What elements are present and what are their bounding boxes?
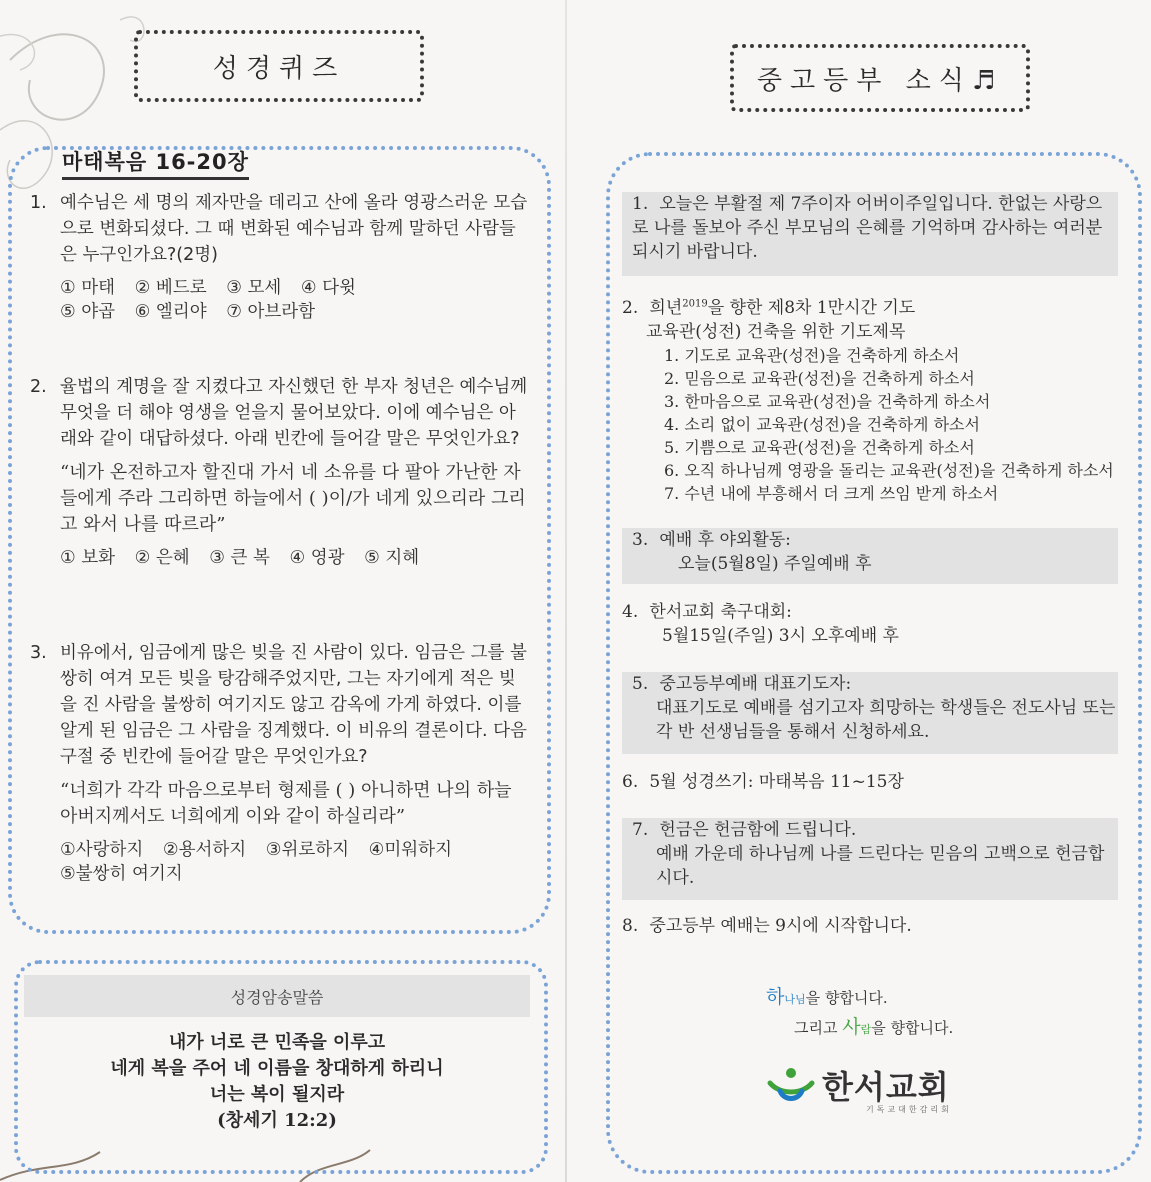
option: ④미워하지 — [368, 840, 452, 860]
news-number: 3. — [632, 530, 649, 550]
news-detail: 오늘(5월8일) 주일예배 후 — [678, 554, 872, 574]
memory-reference: (창세기 12:2) — [217, 1110, 337, 1131]
slogan-small: 나님 — [784, 993, 806, 1006]
news-number: 4. — [622, 602, 639, 622]
slogan-rest: 을 향합니다. — [871, 1019, 954, 1037]
news-number: 1. — [632, 194, 649, 214]
slogan-pre: 그리고 — [794, 1019, 843, 1037]
church-logo — [766, 1062, 950, 1108]
question-options — [60, 546, 530, 570]
prayer-item: 1. 기도로 교육관(성전)을 건축하게 하소서 — [664, 345, 960, 365]
quiz-title: 성경퀴즈 — [134, 30, 424, 102]
option: ⑥ 엘리야 — [134, 302, 207, 322]
news-heading: 헌금은 헌금함에 드립니다. — [659, 820, 857, 840]
option: ② 베드로 — [134, 278, 207, 298]
news-item-4 — [622, 600, 1118, 648]
prayer-item: 3. 한마음으로 교육관(성전)을 건축하게 하소서 — [664, 391, 991, 411]
question-number: 1. — [30, 193, 47, 213]
quiz-question-3 — [30, 640, 530, 886]
news-title: 중고등부 소식♬ — [730, 44, 1030, 112]
slogan-rest: 을 향합니다. — [805, 989, 888, 1007]
question-options — [60, 276, 530, 324]
news-item-7 — [622, 818, 1118, 900]
prayer-item: 5. 기쁨으로 교육관(성전)을 건축하게 하소서 — [664, 437, 975, 457]
news-text: 오늘은 부활절 제 7주이자 어버이주일입니다. 한없는 사랑으로 나를 돌보아 주신 부모님의 은혜를 기억하며 감사하는 여러분 되시기 바랍니다. — [632, 194, 1103, 262]
question-text: 예수님은 세 명의 제자만을 데리고 산에 올라 영광스러운 모습으로 변화되셨다. 그 때 변화된 예수님과 함께 말하던 사람들은 누구인가요?(2명) — [60, 193, 528, 265]
news-heading: 중고등부예배 대표기도자: — [659, 674, 852, 694]
news-detail: 5월15일(주일) 3시 오후예배 후 — [662, 626, 899, 646]
memory-line: 내가 너로 큰 민족을 이루고 — [168, 1032, 386, 1053]
news-number: 5. — [632, 674, 649, 694]
option: ③ 큰 복 — [209, 548, 270, 568]
option: ③ 모세 — [226, 278, 282, 298]
question-options — [60, 838, 530, 886]
news-text: 중고등부 예배는 9시에 시작합니다. — [649, 916, 912, 936]
news-number: 7. — [632, 820, 649, 840]
news-heading-sup: 2019 — [682, 298, 708, 309]
news-heading — [649, 298, 915, 318]
church-logo-icon — [766, 1065, 816, 1105]
option: ⑤불쌍히 여기지 — [60, 864, 183, 884]
slogan-line-2 — [794, 1012, 953, 1039]
prayer-item: 2. 믿음으로 교육관(성전)을 건축하게 하소서 — [664, 368, 975, 388]
news-number: 8. — [622, 916, 639, 936]
option: ④ 영광 — [289, 548, 345, 568]
option: ②용서하지 — [162, 840, 247, 860]
option: ① 보화 — [60, 548, 116, 568]
question-quote: “너희가 각각 마음으로부터 형제를 ( ) 아니하면 나의 하늘 아버지께서도 너희에게 이와 같이 하실리라” — [60, 780, 512, 827]
memory-verse-text — [24, 1030, 530, 1134]
slogan-small: 람 — [860, 1023, 872, 1036]
news-item-3 — [622, 528, 1118, 584]
question-text: 율법의 계명을 잘 지켰다고 자신했던 한 부자 청년은 예수님께 무엇을 더 해야 영생을 얻을지 물어보았다. 이에 예수님은 아래와 같이 대답하셨다. 아래 빈칸에 들어갈 말은 무엇인가요? — [60, 377, 528, 449]
question-number: 2. — [30, 377, 47, 397]
quiz-question-2 — [30, 374, 530, 570]
news-item-2 — [622, 292, 1118, 505]
memory-line: 너는 복이 될지라 — [209, 1084, 345, 1105]
option: ③위로하지 — [265, 840, 350, 860]
news-heading: 한서교회 축구대회: — [649, 602, 792, 622]
news-detail: 예배 가운데 하나님께 나를 드린다는 믿음의 고백으로 헌금합시다. — [656, 844, 1105, 888]
prayer-item: 6. 오직 하나님께 영광을 돌리는 교육관(성전)을 건축하게 하소서 — [664, 460, 1114, 480]
question-quote: “네가 온전하고자 할진대 가서 네 소유를 다 팔아 가난한 자들에게 주라 그리하면 하늘에서 ( )이/가 네게 있으리라 그리고 와서 나를 따르라” — [60, 462, 526, 535]
option: ⑦ 아브라함 — [226, 302, 316, 322]
news-item-6 — [622, 770, 1118, 794]
option: ⑤ 야곱 — [60, 302, 116, 322]
slogan-big-char: 사 — [842, 1016, 861, 1038]
news-subheading: 교육관(성전) 건축을 위한 기도제목 — [646, 321, 906, 342]
news-item-8 — [622, 914, 1118, 938]
news-number: 6. — [622, 772, 639, 792]
news-heading-part: 을 향한 제8차 1만시간 기도 — [707, 297, 916, 318]
option: ④ 다윗 — [300, 278, 356, 298]
news-heading-part: 희년 — [649, 297, 683, 318]
quiz-question-1 — [30, 190, 530, 324]
option: ① 마태 — [60, 278, 116, 298]
option: ①사랑하지 — [60, 840, 144, 860]
news-number: 2. — [622, 297, 639, 318]
book-heading: 마태복음 16-20장 — [62, 146, 249, 180]
slogan-line-1 — [766, 982, 888, 1009]
church-denomination: 기독교대한감리회 — [866, 1105, 952, 1114]
news-item-1 — [622, 192, 1118, 276]
memory-verse-heading: 성경암송말씀 — [24, 975, 530, 1017]
option: ② 은혜 — [134, 548, 190, 568]
slogan-big-char: 하 — [766, 986, 785, 1008]
page-fold — [565, 0, 567, 1182]
church-name: 한서교회 — [822, 1068, 950, 1106]
prayer-item: 7. 수년 내에 부흥해서 더 크게 쓰임 받게 하소서 — [664, 483, 999, 503]
news-text: 5월 성경쓰기: 마태복음 11~15장 — [649, 772, 904, 792]
news-heading: 예배 후 야외활동: — [659, 530, 791, 550]
news-item-5 — [622, 672, 1118, 754]
prayer-item: 4. 소리 없이 교육관(성전)을 건축하게 하소서 — [664, 414, 980, 434]
news-detail: 대표기도로 예배를 섬기고자 희망하는 학생들은 전도사님 또는 각 반 선생님들을 통해서 신청하세요. — [656, 698, 1116, 742]
question-number: 3. — [30, 643, 47, 663]
question-text: 비유에서, 임금에게 많은 빚을 진 사람이 있다. 임금은 그를 불쌍히 여겨 모든 빚을 탕감해주었지만, 그는 자기에게 적은 빚을 진 사람을 불쌍히 여기지도 않고 감옥에 가게 하였다. 이를 알게 된 임금은 그 사람을 징계했다. 이 비유의 결론이다. 다음 구절 중 빈칸에 들어갈 말은 무엇인가요? — [60, 643, 527, 767]
memory-line: 네게 복을 주어 네 이름을 창대하게 하리니 — [110, 1058, 444, 1079]
option: ⑤ 지혜 — [364, 548, 420, 568]
